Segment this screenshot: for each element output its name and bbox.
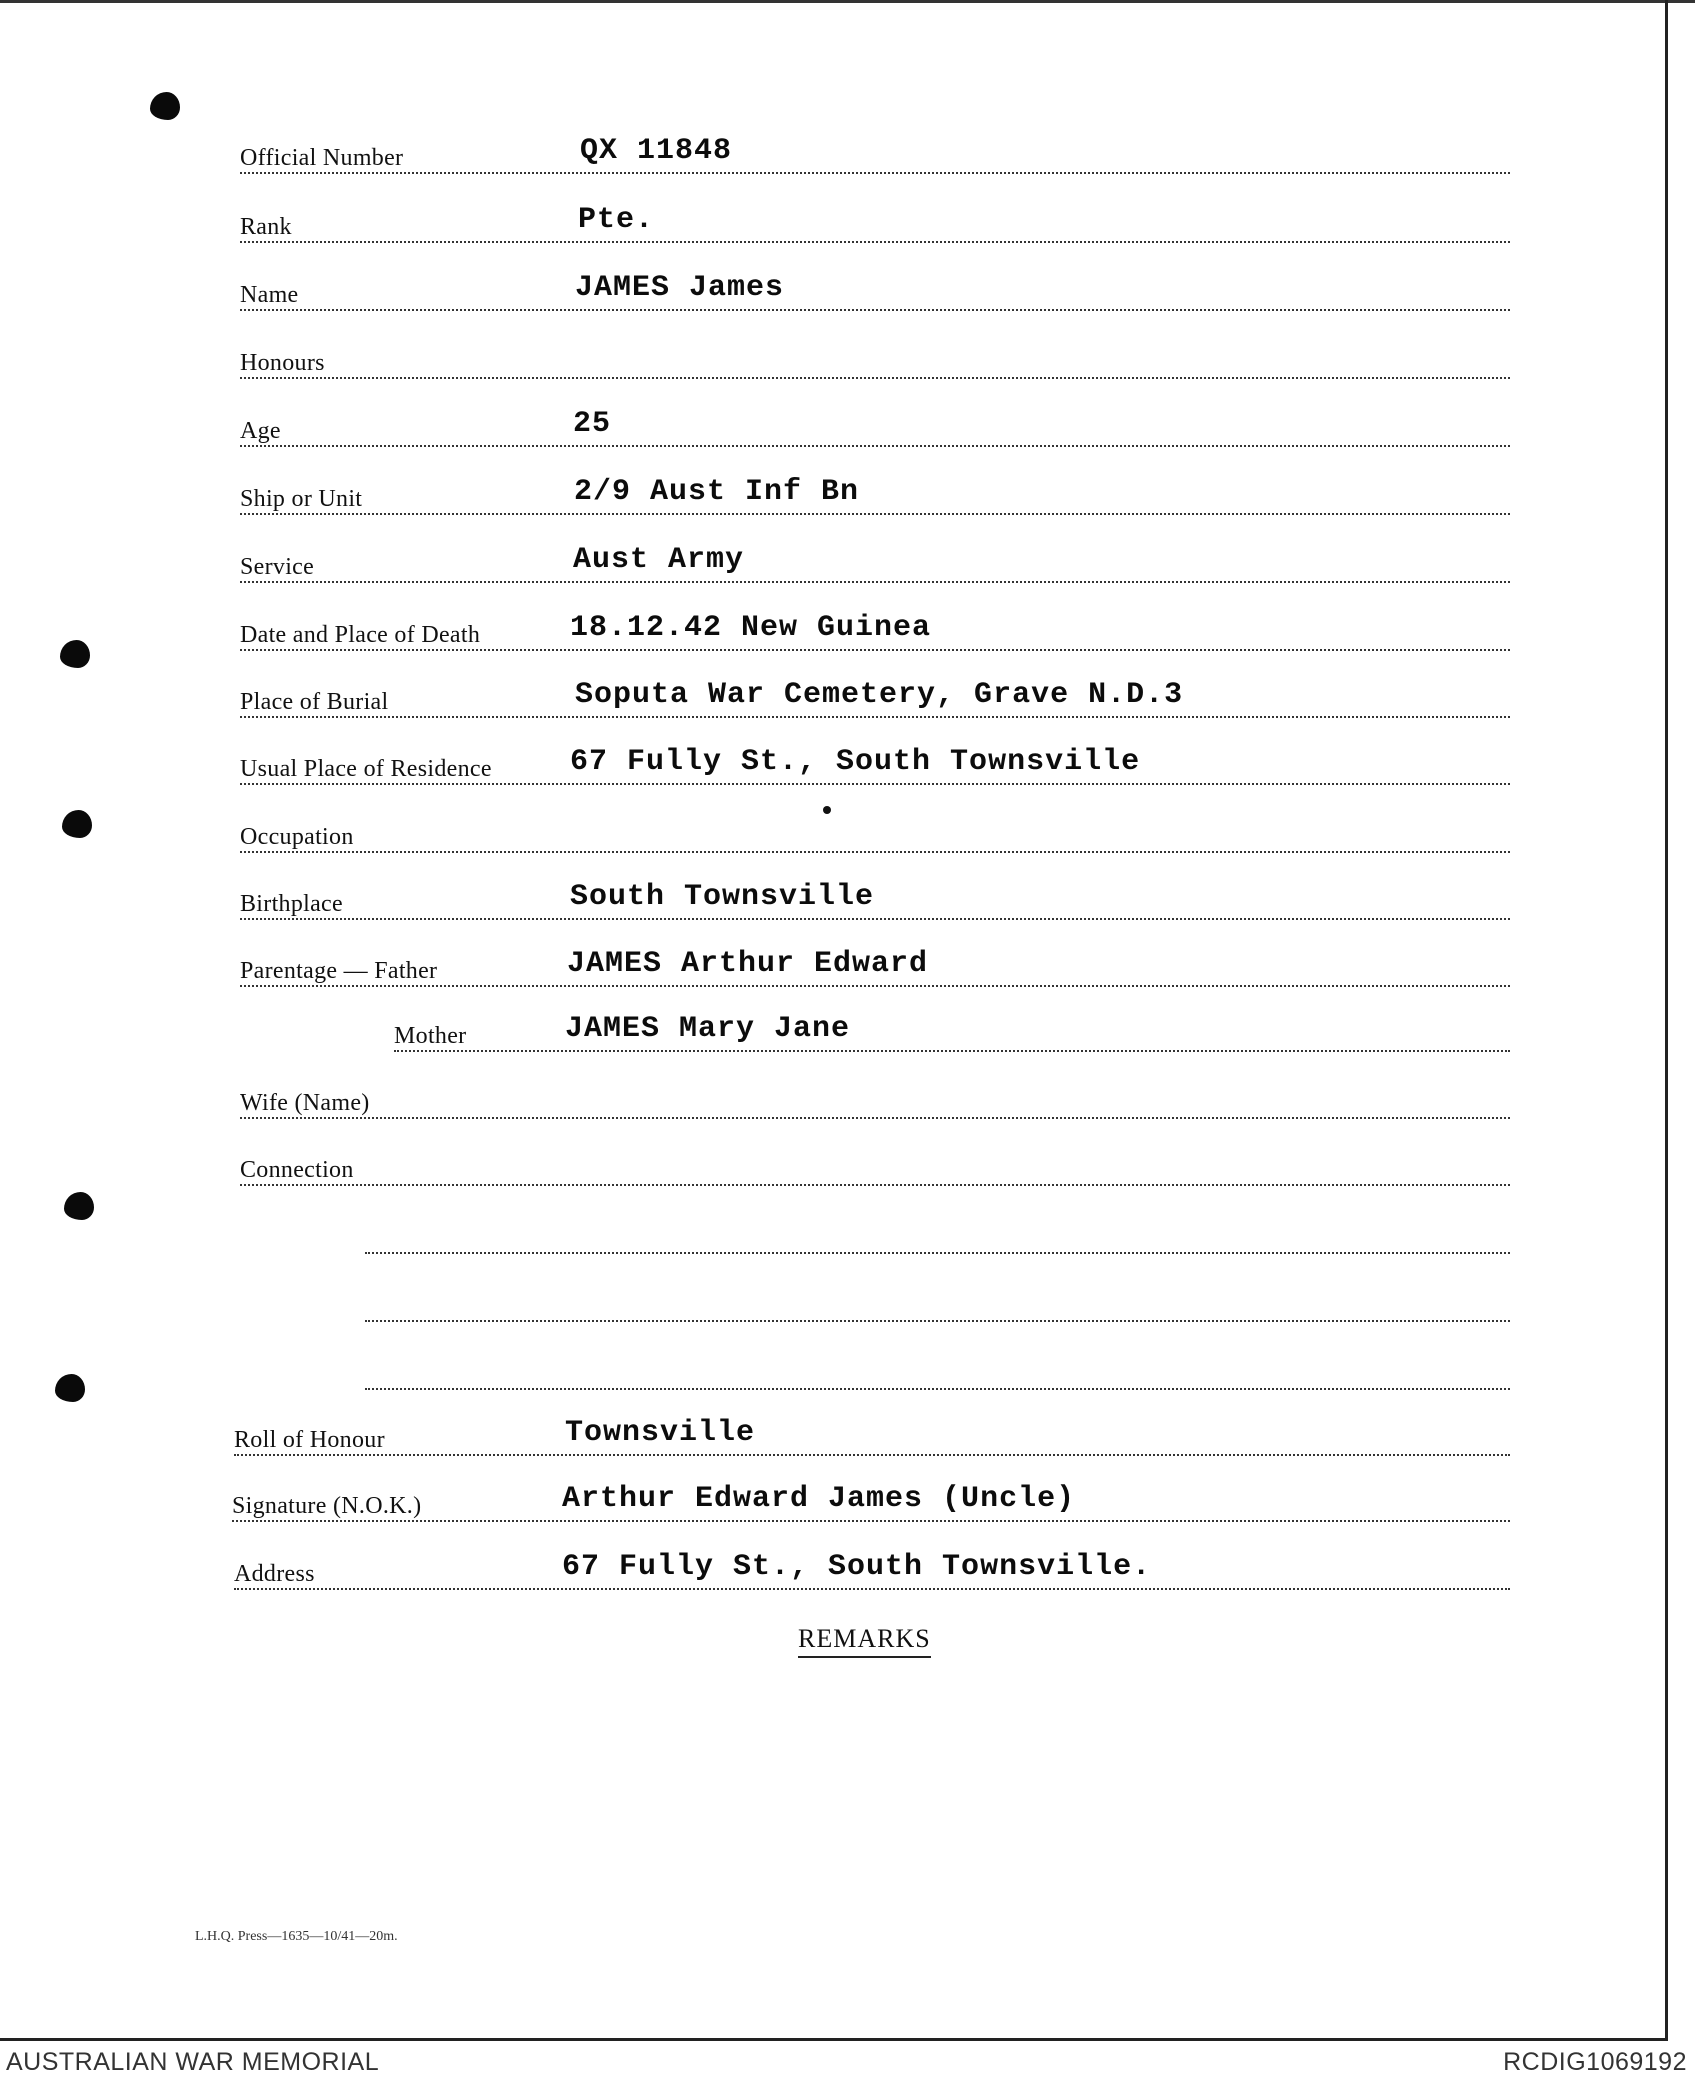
field-label: Roll of Honour [234, 1427, 385, 1453]
field-value: Pte. [578, 203, 655, 237]
punch-hole [60, 640, 90, 668]
field-rank [240, 195, 1510, 243]
field-label: Wife (Name) [240, 1090, 370, 1116]
field-label: Ship or Unit [240, 486, 363, 512]
field-label: Service [240, 554, 315, 580]
field-label: Usual Place of Residence [240, 756, 492, 782]
dotted-line [240, 1117, 1510, 1119]
field-label: Name [240, 282, 299, 308]
field-label: Occupation [240, 824, 354, 850]
field-usual-residence [240, 737, 1510, 785]
field-occupation [240, 805, 1510, 853]
field-roll-of-honour [234, 1408, 1510, 1456]
dotted-line [240, 1184, 1510, 1186]
dotted-line [234, 1588, 1510, 1590]
footer-archive-name: AUSTRALIAN WAR MEMORIAL [6, 2048, 380, 2076]
field-label: Connection [240, 1157, 354, 1183]
dotted-line [365, 1252, 1510, 1254]
field-label: Signature (N.O.K.) [232, 1493, 422, 1519]
connection-line-2 [240, 1206, 1510, 1254]
field-honours [240, 331, 1510, 379]
field-value: Soputa War Cemetery, Grave N.D.3 [575, 678, 1184, 712]
punch-hole [150, 92, 180, 120]
field-signature [232, 1474, 1510, 1522]
punch-hole [62, 810, 92, 838]
field-mother [240, 1004, 1510, 1052]
field-value: JAMES James [575, 271, 785, 305]
field-label: Honours [240, 350, 325, 376]
field-label: Birthplace [240, 891, 343, 917]
dotted-line [234, 1454, 1510, 1456]
connection-line-4 [240, 1342, 1510, 1390]
dotted-line [240, 716, 1510, 718]
field-value: 25 [573, 407, 612, 441]
field-label: Address [234, 1561, 315, 1587]
field-value: JAMES Arthur Edward [567, 947, 929, 981]
field-father [240, 939, 1510, 987]
dotted-line [240, 377, 1510, 379]
dotted-line [240, 241, 1510, 243]
dotted-line [240, 649, 1510, 651]
field-label: Age [240, 418, 281, 444]
dotted-line [365, 1320, 1510, 1322]
field-value: 2/9 Aust Inf Bn [574, 475, 860, 509]
field-value: QX 11848 [580, 134, 733, 168]
ink-dot [823, 806, 831, 814]
field-label: Parentage — Father [240, 958, 438, 984]
remarks-heading: REMARKS [798, 1624, 931, 1658]
field-value: 18.12.42 New Guinea [570, 611, 932, 645]
field-birthplace [240, 872, 1510, 920]
printer-note: L.H.Q. Press—1635—10/41—20m. [195, 1929, 398, 1944]
field-connection [240, 1138, 1510, 1186]
punch-hole [64, 1192, 94, 1220]
dotted-line [240, 172, 1510, 174]
field-value: 67 Fully St., South Townsville [570, 745, 1141, 779]
dotted-line [240, 918, 1510, 920]
field-name [240, 263, 1510, 311]
dotted-line [240, 445, 1510, 447]
dotted-line [240, 985, 1510, 987]
field-value: JAMES Mary Jane [565, 1012, 851, 1046]
field-address [234, 1542, 1510, 1590]
field-value: Arthur Edward James (Uncle) [562, 1482, 1076, 1516]
dotted-line [394, 1050, 1510, 1052]
dotted-line [240, 309, 1510, 311]
field-age [240, 399, 1510, 447]
dotted-line [240, 513, 1510, 515]
field-place-of-burial [240, 670, 1510, 718]
footer-record-id: RCDIG1069192 [1503, 2048, 1687, 2076]
field-service [240, 535, 1510, 583]
dotted-line [240, 783, 1510, 785]
field-label: Place of Burial [240, 689, 389, 715]
field-ship-or-unit [240, 467, 1510, 515]
field-label: Mother [394, 1023, 467, 1049]
field-date-place-death [240, 603, 1510, 651]
dotted-line [240, 851, 1510, 853]
dotted-line [232, 1520, 1510, 1522]
field-wife [240, 1071, 1510, 1119]
dotted-line [365, 1388, 1510, 1390]
field-label: Official Number [240, 145, 404, 171]
field-value: 67 Fully St., South Townsville. [562, 1550, 1152, 1584]
field-value: Townsville [565, 1416, 756, 1450]
field-label: Rank [240, 214, 292, 240]
field-value: South Townsville [570, 880, 875, 914]
field-official-number [240, 126, 1510, 174]
connection-line-3 [240, 1274, 1510, 1322]
punch-hole [55, 1374, 85, 1402]
dotted-line [240, 581, 1510, 583]
field-value: Aust Army [573, 543, 745, 577]
field-label: Date and Place of Death [240, 622, 481, 648]
